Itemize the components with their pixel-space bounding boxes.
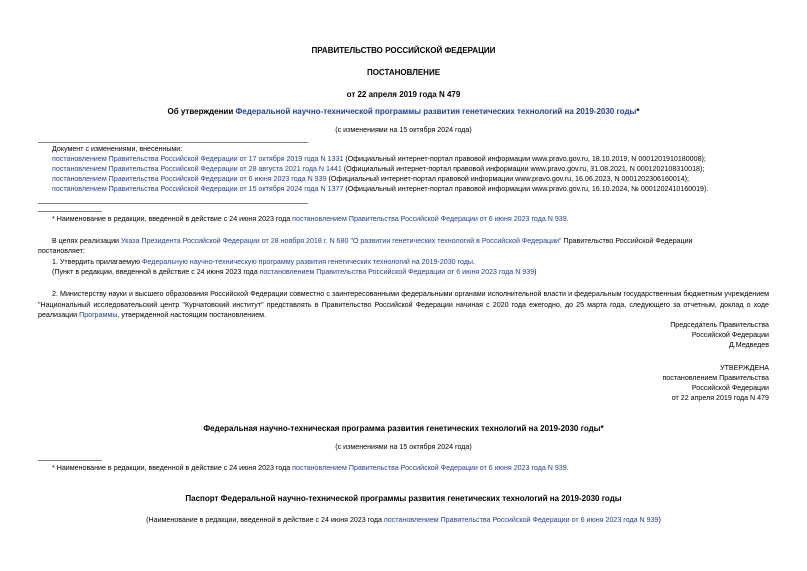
passport-heading: Паспорт Федеральной научно-технической программы развития генетических технологий на 2019-2030 годы <box>185 494 622 503</box>
preamble-text-end: Правительство Российской Федерации <box>561 237 693 245</box>
passport-note <box>0 516 807 525</box>
amendments-intro: Документ с изменениями, внесенными: <box>52 145 183 153</box>
amendment-note: (с изменениями на 15 октября 2024 года) <box>335 126 472 134</box>
preamble-line <box>52 237 693 246</box>
passport-note-link[interactable]: постановлением Правительства Российской Федерации от 6 июня 2023 года N 939 <box>383 516 659 524</box>
approved-line: Российской Федерации <box>691 384 769 392</box>
item-1-note-link[interactable]: постановлением Правительства Российской Федерации от 6 июня 2023 года N 939 <box>259 268 535 276</box>
amendment-link[interactable]: постановлением Правительства Российской Федерации от 15 октября 2024 года N 1377 <box>52 185 344 193</box>
amendment-link[interactable]: постановлением Правительства Российской Федерации от 17 октября 2019 года N 1331 <box>52 155 344 163</box>
date-number-heading: от 22 апреля 2019 года N 479 <box>346 90 461 99</box>
divider-top <box>38 142 308 143</box>
footnote-link[interactable]: постановлением Правительства Российской Федерации от 6 июня 2023 года N 939 <box>292 464 567 472</box>
footnote-divider <box>38 211 102 212</box>
program-amendment-note: (с изменениями на 15 октября 2024 года) <box>335 443 472 451</box>
item-1-end: . <box>473 258 476 266</box>
amendment-item <box>52 155 706 164</box>
program-title-link[interactable]: Федеральной научно-технической программы развития генетических технологий на 2019-2030 годы <box>235 107 637 116</box>
footnote <box>52 464 569 473</box>
document-title <box>0 107 807 116</box>
program-link[interactable]: Федеральную научно-техническую программу развития генетических технологий на 2019-2030 годы <box>142 258 474 266</box>
amendment-source: (Официальный интернет-портал правовой информации www.pravo.gov.ru, 31.08.2021, N 0001202108310018); <box>341 165 705 173</box>
footnote-text: * Наименование в редакции, введенной в действие с 24 июня 2023 года <box>52 215 293 223</box>
footnote-text: * Наименование в редакции, введенной в действие с 24 июня 2023 года <box>52 464 293 472</box>
footnote-end: . <box>566 464 569 472</box>
passport-note-text: (Наименование в редакции, введенной в действие с 24 июня 2023 года <box>146 516 384 524</box>
programs-link[interactable]: Программы <box>79 311 118 320</box>
title-star: * <box>636 107 640 116</box>
item-2-end: , утвержденной настоящим постановлением. <box>117 311 266 320</box>
footnote <box>52 215 569 224</box>
preamble-text: В целях реализации <box>52 237 121 245</box>
program-heading: Федеральная научно-техническая программа развития генетических технологий на 2019-2030 годы* <box>203 424 604 433</box>
item-2 <box>38 289 769 321</box>
amendment-source: (Официальный интернет-портал правовой информации www.pravo.gov.ru, 18.10.2019, N 0001201910180008); <box>343 155 706 163</box>
approved-line: постановлением Правительства <box>662 374 769 382</box>
approved-date: от 22 апреля 2019 года N 479 <box>671 394 769 402</box>
doc-type-heading: ПОСТАНОВЛЕНИЕ <box>366 68 441 77</box>
footnote-divider <box>38 460 102 461</box>
footnote-end: . <box>566 215 569 223</box>
approved-heading: УТВЕРЖДЕНА <box>720 364 769 372</box>
amendment-item <box>52 185 708 194</box>
preamble-continuation: постановляет: <box>38 247 85 255</box>
item-1-note <box>52 268 537 277</box>
item-2-text: 2. Министерству науки и высшего образования Российской Федерации совместно с заинтересованными федеральными органами исполнительной власти и федеральным государственным бюджетным учреждением "Национальный исследовательский центр "Курчатовский институт" представлять в Правительство Российской Федерации начиная с 2020 года ежегодно, до 25 марта года, следующего за отчетным, доклад о ходе реализации <box>38 290 769 320</box>
amendment-link[interactable]: постановлением Правительства Российской Федерации от 6 июня 2023 года N 939 <box>52 175 327 183</box>
government-heading: ПРАВИТЕЛЬСТВО РОССИЙСКОЙ ФЕДЕРАЦИИ <box>311 46 496 55</box>
signature-position: Председатель Правительства <box>670 321 769 329</box>
footnote-link[interactable]: постановлением Правительства Российской Федерации от 6 июня 2023 года N 939 <box>292 215 567 223</box>
item-1-text: 1. Утвердить прилагаемую <box>52 258 143 266</box>
signature-name: Д.Медведев <box>728 341 769 349</box>
item-1-note-text: (Пункт в редакции, введенной в действие с 24 июня 2023 года <box>52 268 260 276</box>
title-prefix: Об утверждении <box>167 107 236 116</box>
amendment-link[interactable]: постановлением Правительства Российской Федерации от 28 августа 2021 года N 1441 <box>52 165 342 173</box>
decree-link[interactable]: Указа Президента Российской Федерации от 28 ноября 2018 г. N 680 "О развитии генетических технологий в Российской Федерации" <box>121 237 562 245</box>
amendment-source: (Официальный интернет-портал правовой информации www.pravo.gov.ru, 16.06.2023, N 0001202306160014); <box>326 175 690 183</box>
amendment-item <box>52 175 689 184</box>
divider-bottom <box>38 203 308 204</box>
signature-country: Российской Федерации <box>691 331 769 339</box>
item-1-note-end: ) <box>534 268 537 276</box>
amendment-item <box>52 165 704 174</box>
item-1 <box>52 258 475 267</box>
amendment-source: (Официальный интернет-портал правовой информации www.pravo.gov.ru, 16.10.2024, № 0001202410160019). <box>343 185 709 193</box>
passport-note-end: ) <box>658 516 661 524</box>
